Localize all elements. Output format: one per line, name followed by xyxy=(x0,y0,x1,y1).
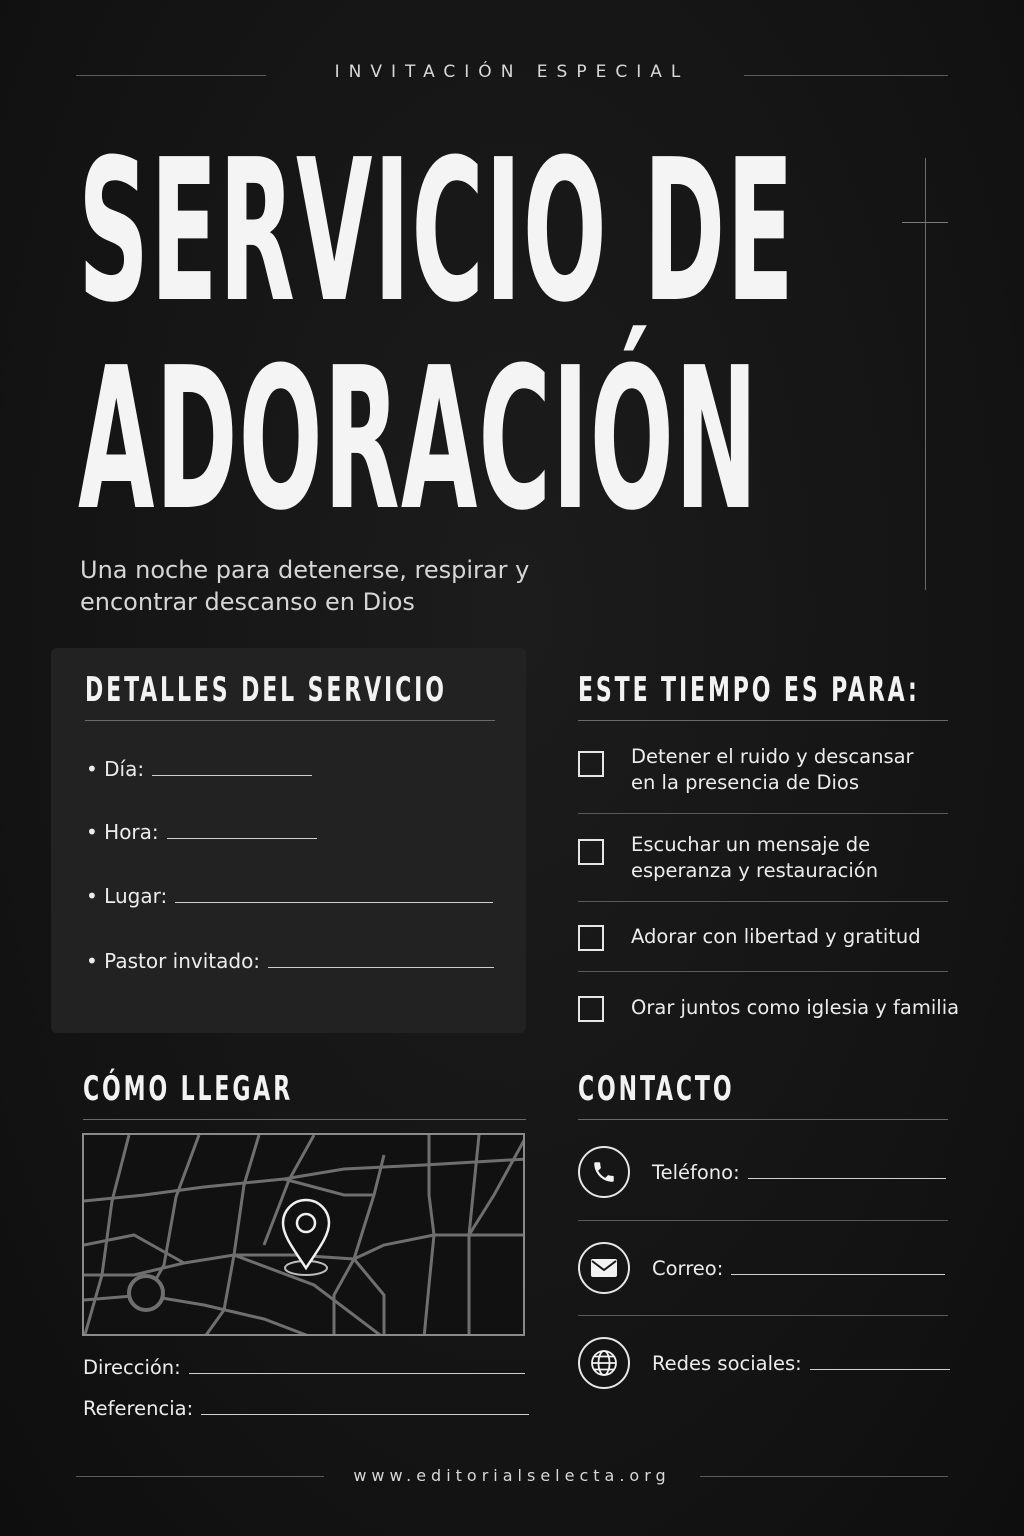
purpose-item-4 xyxy=(578,995,960,1023)
detail-time-blank[interactable] xyxy=(167,837,317,839)
purpose-text-1: Detener el ruido y descansar en la presencia de Dios xyxy=(631,745,914,794)
map[interactable] xyxy=(82,1133,525,1336)
social-blank[interactable] xyxy=(810,1368,950,1370)
purpose-text-2: Escuchar un mensaje de esperanza y restauración xyxy=(631,833,879,882)
directions-heading: CÓMO LLEGAR xyxy=(83,1069,294,1109)
detail-day-blank[interactable] xyxy=(152,774,312,776)
purpose-heading: ESTE TIEMPO ES PARA: xyxy=(578,670,920,710)
directions-heading-rule xyxy=(83,1119,526,1120)
title-line-2: ADORACIÓN xyxy=(78,326,759,554)
contact-heading: CONTACTO xyxy=(578,1069,735,1109)
purpose-text-4: Orar juntos como iglesia y familia xyxy=(631,996,960,1019)
purpose-divider-1 xyxy=(578,813,948,814)
contact-divider-2 xyxy=(578,1315,948,1316)
social-line xyxy=(652,1352,950,1375)
reference-label: Referencia: xyxy=(83,1397,194,1420)
purpose-text-3: Adorar con libertad y gratitud xyxy=(631,925,921,948)
page-title xyxy=(78,118,796,554)
contact-social xyxy=(578,1337,948,1389)
detail-place-label: • Lugar: xyxy=(86,884,168,908)
detail-place-blank[interactable] xyxy=(175,901,493,903)
footer-url[interactable]: www.editorialselecta.org xyxy=(353,1466,671,1485)
location-pin-icon xyxy=(283,1200,329,1275)
address-label: Dirección: xyxy=(83,1356,181,1379)
phone-label: Teléfono: xyxy=(652,1160,740,1184)
contact-phone xyxy=(578,1146,948,1198)
address-blank[interactable] xyxy=(189,1372,525,1374)
purpose-item-3 xyxy=(578,924,950,952)
reference-line xyxy=(83,1397,529,1420)
cross-horizontal xyxy=(902,222,948,223)
detail-place xyxy=(86,884,493,908)
detail-time xyxy=(86,820,317,844)
purpose-item-2 xyxy=(578,833,950,882)
details-heading-rule xyxy=(85,720,495,721)
title-line-1: SERVICIO DE xyxy=(78,118,796,346)
phone-blank[interactable] xyxy=(748,1177,946,1179)
purpose-heading-rule xyxy=(578,720,948,721)
social-label: Redes sociales: xyxy=(652,1351,802,1375)
checkbox-3[interactable] xyxy=(578,925,604,951)
phone-line xyxy=(652,1161,946,1184)
email-line xyxy=(652,1257,945,1280)
address-line xyxy=(83,1356,525,1379)
checkbox-2[interactable] xyxy=(578,839,604,865)
email-blank[interactable] xyxy=(731,1273,945,1275)
subtitle: Una noche para detenerse, respirar y encontrar descanso en Dios xyxy=(80,556,530,616)
mail-icon xyxy=(578,1242,630,1294)
reference-blank[interactable] xyxy=(201,1413,529,1415)
contact-email xyxy=(578,1242,948,1294)
contact-divider-1 xyxy=(578,1220,948,1221)
purpose-divider-3 xyxy=(578,971,948,972)
email-label: Correo: xyxy=(652,1256,724,1280)
kicker-text: INVITACIÓN ESPECIAL xyxy=(334,62,690,82)
phone-icon xyxy=(578,1146,630,1198)
detail-day xyxy=(86,757,312,781)
detail-pastor-blank[interactable] xyxy=(268,966,494,968)
detail-pastor xyxy=(86,949,494,973)
purpose-divider-2 xyxy=(578,901,948,902)
checkbox-1[interactable] xyxy=(578,751,604,777)
detail-pastor-label: • Pastor invitado: xyxy=(86,949,261,973)
details-heading: DETALLES DEL SERVICIO xyxy=(85,670,447,710)
detail-time-label: • Hora: xyxy=(86,820,159,844)
globe-icon xyxy=(578,1337,630,1389)
map-streets xyxy=(84,1135,525,1336)
detail-day-label: • Día: xyxy=(86,757,145,781)
purpose-item-1 xyxy=(578,745,950,794)
contact-heading-rule xyxy=(578,1119,948,1120)
checkbox-4[interactable] xyxy=(578,996,604,1022)
